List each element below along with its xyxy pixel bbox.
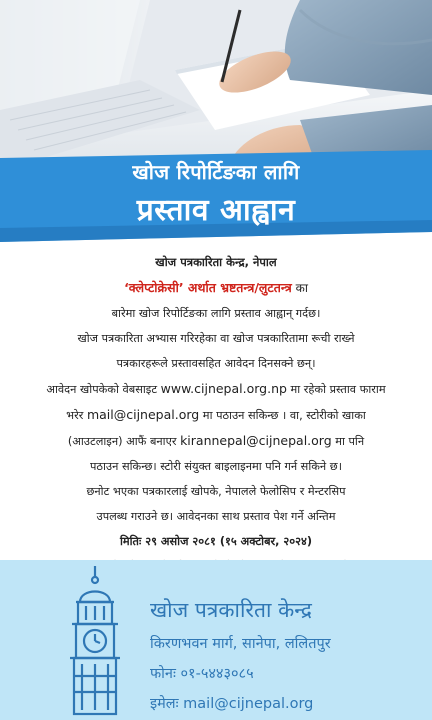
body-line-6-start: आवेदन खोपकेको वेबसाइट: [46, 383, 161, 396]
clock-tower-logo-icon: [52, 564, 138, 720]
announcement-text: [14, 250, 418, 579]
body-line-3: बारेमा खोज रिपोर्टिङका लागि प्रस्ताव आह्वान् गर्दछ।: [111, 307, 321, 320]
contact-footer: [0, 560, 432, 720]
body-line-8-end: मा पनि: [331, 435, 365, 448]
footer-email[interactable]: इमेलः mail@cijnepal.org: [150, 696, 314, 712]
body-line-5: पत्रकारहरूले प्रस्तावसहित आवेदन दिनसक्ने छन्।: [116, 357, 316, 370]
body-line-6-end: मा रहेको प्रस्ताव फाराम: [286, 383, 386, 396]
body-line-7-start: भरेर: [66, 409, 87, 422]
topic-highlight: ‘क्लेप्टोक्रेसी’ अर्थात भ्रष्टतन्त्र/लुटतन्त्र: [124, 280, 292, 295]
banner-title-line2: प्रस्ताव आह्वान: [136, 193, 296, 228]
email-link-mail[interactable]: mail@cijnepal.org: [86, 407, 200, 422]
typing-on-laptop-photo: [0, 0, 432, 162]
body-line-9: पठाउन सकिन्छ। स्टोरी संयुक्त बाइलाइनमा पनि गर्न सकिने छ।: [90, 460, 342, 473]
body-line-10: छनोट भएका पत्रकारलाई खोपके, नेपालले फेलोसिप र मेन्टरसिप: [86, 485, 346, 498]
website-link[interactable]: www.cijnepal.org.np: [160, 381, 287, 396]
banner-title-line1: खोज रिपोर्टिङका लागि: [132, 160, 300, 184]
organization-name: खोज पत्रकारिता केन्द्र, नेपाल: [155, 255, 277, 269]
hero-photo: [0, 0, 432, 162]
topic-line: [14, 275, 418, 301]
body-line-7-end: मा पठाउन सकिन्छ । वा, स्टोरीको खाका: [199, 409, 366, 422]
topic-suffix: का: [291, 281, 308, 295]
title-banner: [0, 150, 432, 242]
body-line-7: [14, 402, 418, 428]
email-link-kiran[interactable]: kirannepal@cijnepal.org: [180, 433, 332, 448]
footer-address: किरणभवन मार्ग, सानेपा, ललितपुर: [150, 636, 331, 652]
body-line-6: [14, 376, 418, 402]
footer-org-name: खोज पत्रकारिता केन्द्र: [150, 598, 312, 622]
deadline-line: मितिः २९ असोज २०८१ (१५ अक्टोबर, २०२४): [119, 535, 313, 548]
footer-phone: फोनः ०१-५४४३०८५: [150, 666, 254, 682]
body-line-8-start: (आउटलाइन) आफैं बनाएर: [67, 435, 181, 448]
body-line-11: उपलब्ध गराउने छ। आवेदनका साथ प्रस्ताव पेश गर्ने अन्तिम: [96, 510, 336, 523]
body-line-8: [14, 428, 418, 454]
body-line-4: खोज पत्रकारिता अभ्यास गरिरहेका वा खोज पत्रकारितामा रूची राख्ने: [77, 332, 355, 345]
